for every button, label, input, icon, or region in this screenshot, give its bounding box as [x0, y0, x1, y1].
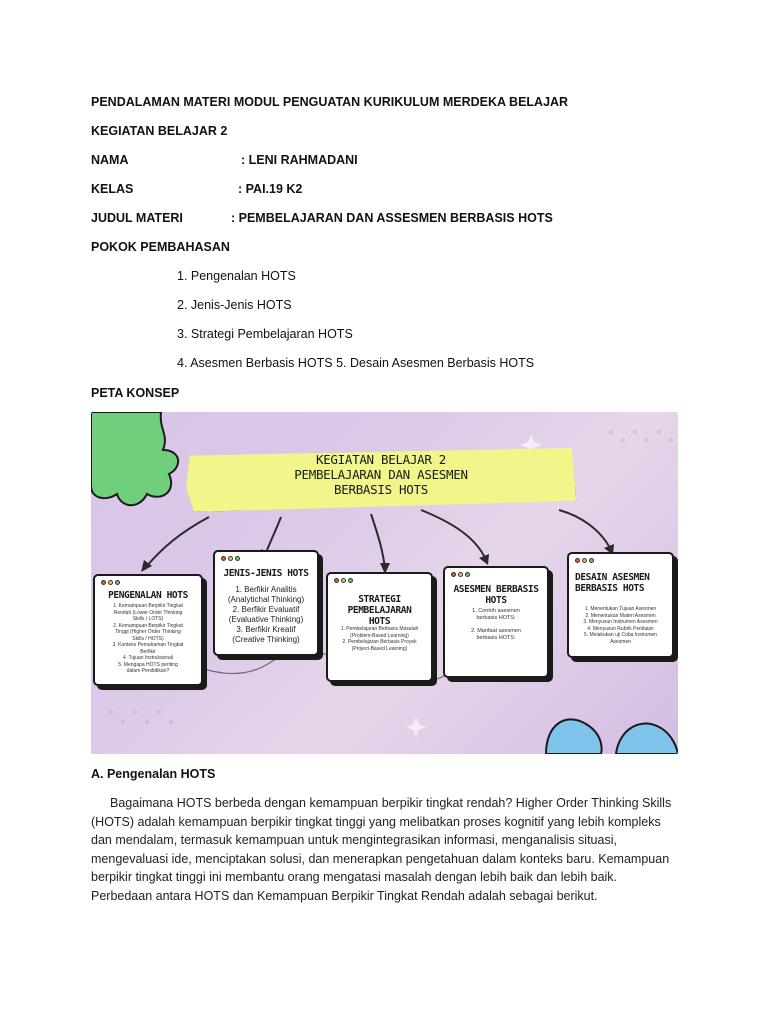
card-item: Asesmen	[610, 638, 631, 645]
card-item: 1. Menentukan Tujuan Asesmen	[584, 606, 657, 612]
window-dots-icon	[101, 580, 120, 585]
card-body	[99, 603, 197, 675]
card-item: berbasis HOTS:	[476, 635, 516, 641]
document-title: PENDALAMAN MATERI MODUL PENGUATAN KURIKULUM MERDEKA BELAJAR	[91, 95, 569, 109]
card-title-line: DESAIN ASESMEN	[575, 572, 650, 583]
pokok-item: 4. Asesmen Berbasis HOTS 5. Desain Asesmen Berbasis HOTS	[177, 356, 535, 370]
pokok-item: 2. Jenis-Jenis HOTS	[177, 298, 292, 312]
card-title	[569, 572, 672, 594]
blue-shape	[546, 719, 602, 754]
card-item: dalam Pendidikan?	[126, 668, 170, 674]
green-splat-shape	[91, 412, 178, 505]
concept-map	[91, 412, 678, 754]
card-title-line: HOTS	[368, 616, 391, 627]
nama-label: NAMA	[91, 153, 129, 167]
section-a-heading: A. Pengenalan HOTS	[91, 767, 216, 781]
card-pengenalan-hots	[93, 574, 203, 686]
card-item: Skills / LOTS)	[132, 616, 164, 622]
card-item: Rendah (Lower Order Thinking	[113, 609, 183, 616]
card-item: (Analytichal Thinking)	[227, 595, 305, 604]
card-item: 1. Berfikir Analitis	[235, 585, 297, 594]
paragraph-text: Bagaimana HOTS berbeda dengan kemampuan berpikir tingkat rendah? Higher Order Thinking Skills (HOTS) adalah kemampuan berpikir tingkat tinggi yang melibatkan proses kognitif yang lebih kompleks dan mendalam, termasuk kemampuan untuk mengintegrasikan informasi, menganalisis situasi, mengevaluasi ide, menciptakan solusi, dan menerapkan pengetahuan dalam konteks baru. Kemampuan berpikir tingkat tinggi ini membantu orang mengatasi masalah dengan lebih baik dan lebih baik. Perbedaan antara HOTS dan Kemampuan Berpikir Tingkat Rendah adalah sebagai berikut.	[91, 796, 672, 903]
card-title: ASESMEN BERBASIS HOTS	[453, 584, 539, 606]
kelas-value: : PAI.19 K2	[238, 182, 303, 196]
card-asesmen-hots	[443, 566, 549, 678]
window-dots-icon	[575, 558, 594, 563]
banner-line: KEGIATAN BELAJAR 2	[315, 452, 447, 467]
card-strategi-pembelajaran	[326, 572, 433, 682]
card-item: Tinggi (Higher Order Thinking	[115, 629, 181, 635]
card-item: 3. Konteks Pemahaman Tingkat	[112, 642, 184, 648]
card-title: PENGENALAN HOTS	[108, 590, 188, 601]
card-item: Skills / HOTS)	[132, 635, 164, 642]
window-dots-icon	[451, 572, 470, 577]
card-item: 2. Manfaat asesmen	[471, 628, 521, 634]
card-item: 5. Mengapa HOTS penting	[118, 661, 178, 668]
card-item: 1. Pembelajaran Berbasis Masalah	[340, 626, 419, 632]
nama-value: : LENI RAHMADANI	[241, 153, 358, 167]
judul-label: JUDUL MATERI	[91, 211, 183, 225]
card-item: 1. Contoh asesmen	[472, 608, 520, 614]
card-jenis-hots	[213, 550, 319, 656]
title-banner-text	[186, 450, 576, 510]
activity-label: KEGIATAN BELAJAR 2	[91, 124, 228, 138]
card-item: 3. Berfikir Kreatif	[236, 625, 296, 634]
card-item: 2. Pembelajaran Berbasis Proyek	[342, 639, 417, 645]
window-dots-icon	[334, 578, 353, 583]
card-item: Berfikir	[140, 648, 156, 655]
card-title-line: BERBASIS HOTS	[575, 583, 645, 594]
card-item: berbasis HOTS:	[476, 615, 516, 621]
card-item: (Problem-Based Learning)	[350, 632, 409, 639]
banner-line: BERBASIS HOTS	[334, 482, 428, 497]
card-item: 5. Melakukan uji Coba Instrumen	[583, 632, 658, 638]
card-item: 2. Menentukan Materi Asesmen	[585, 612, 656, 619]
pokok-item: 3. Strategi Pembelajaran HOTS	[177, 327, 353, 341]
judul-value: : PEMBELAJARAN DAN ASSESMEN BERBASIS HOTS	[231, 211, 553, 225]
card-body	[332, 626, 427, 652]
card-item: 1. Kemampuan Berpikir Tingkat	[113, 603, 183, 609]
card-item: 4. Tujuan Instruksional	[122, 655, 174, 661]
card-title: JENIS-JENIS HOTS	[223, 568, 309, 579]
card-body	[219, 585, 313, 645]
section-a-paragraph	[91, 794, 676, 905]
window-dots-icon	[221, 556, 240, 561]
peta-heading: PETA KONSEP	[91, 386, 180, 400]
card-item: (Project-Based Learning)	[351, 645, 408, 652]
card-item: 3. Menyusun Instrumen Asesmen	[583, 619, 658, 625]
card-body	[449, 608, 543, 642]
kelas-label: KELAS	[91, 182, 134, 196]
pokok-heading: POKOK PEMBAHASAN	[91, 240, 230, 254]
card-title	[328, 594, 431, 627]
pokok-item: 1. Pengenalan HOTS	[177, 269, 296, 283]
card-body	[573, 606, 668, 645]
card-item: (Evaluative Thinking)	[228, 615, 304, 624]
card-desain-asesmen	[567, 552, 674, 658]
card-item: 2. Kemampuan Berpikir Tingkat	[113, 622, 183, 629]
card-item: 2. Berfikir Evaluatif	[232, 605, 300, 614]
sparkle-shape	[406, 717, 426, 737]
banner-line: PEMBELAJARAN DAN ASESMEN	[294, 467, 468, 482]
card-title-line: STRATEGI PEMBELAJARAN	[347, 594, 412, 616]
card-item: 4. Menyusun Rubrik Penilaian	[587, 625, 654, 632]
card-item: (Creative Thinking)	[232, 635, 300, 644]
blue-shape	[616, 724, 678, 754]
